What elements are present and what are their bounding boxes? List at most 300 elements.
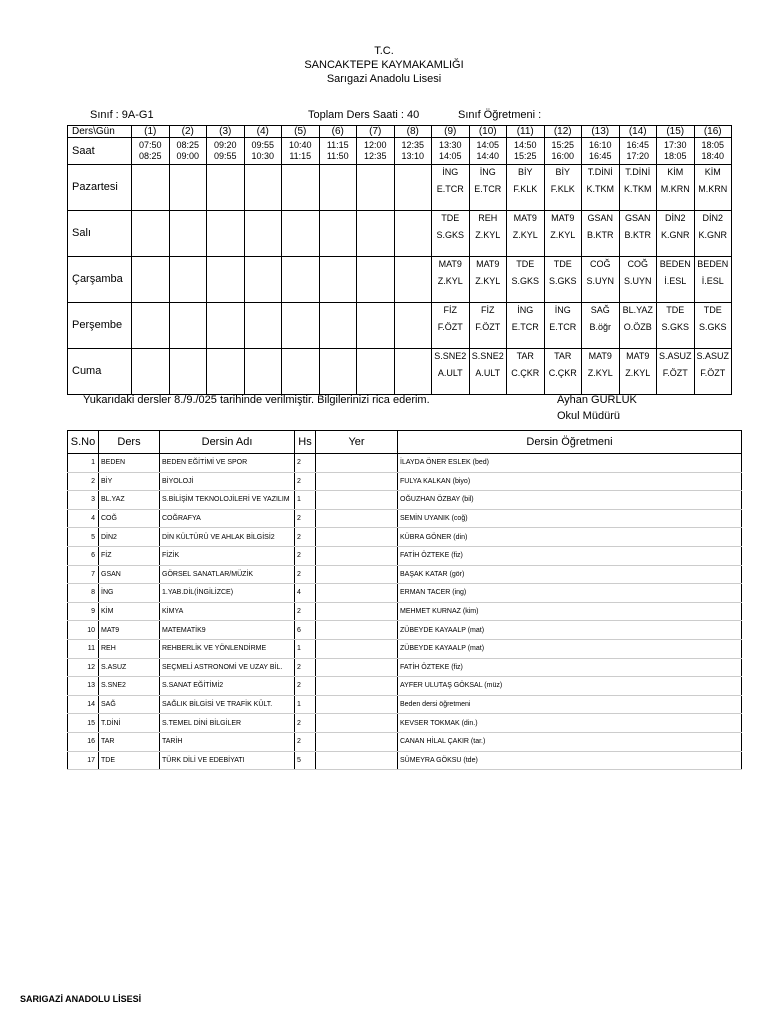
lesson-cell [169, 211, 207, 257]
period-start-time: 16:45 [626, 140, 650, 150]
lesson-cell [507, 303, 545, 349]
course-teacher: FATİH ÖZTEKE (fiz) [398, 658, 742, 677]
course-list-table [67, 430, 742, 770]
course-room [316, 732, 398, 751]
lesson-cell [207, 257, 245, 303]
lesson-cell [544, 349, 582, 395]
lesson-teacher: S.GKS [698, 322, 727, 332]
timetable-header-row [68, 126, 732, 138]
lesson-cell [394, 257, 432, 303]
course-teacher: ZÜBEYDE KAYAALP (mat) [398, 621, 742, 640]
course-room [316, 658, 398, 677]
day-name: Salı [68, 211, 132, 257]
period-number: (2) [169, 126, 207, 138]
day-name: Çarşamba [68, 257, 132, 303]
lesson-code: DİN2 [702, 213, 723, 223]
course-row [68, 732, 742, 751]
lesson-code: GSAN [587, 213, 613, 223]
timetable-day-row [68, 349, 732, 395]
course-teacher: MEHMET KURNAZ (kim) [398, 602, 742, 621]
lesson-cell [394, 211, 432, 257]
lesson-code: BEDEN [697, 259, 729, 269]
lesson-cell [282, 303, 320, 349]
header-district: SANCAKTEPE KAYMAKAMLIĞI [304, 59, 464, 71]
lesson-teacher: Z.KYL [625, 368, 651, 378]
lesson-teacher: F.KLK [513, 184, 538, 194]
lesson-code: BEDEN [659, 259, 691, 269]
lesson-cell [132, 165, 170, 211]
lesson-cell [544, 211, 582, 257]
course-sno: 11 [68, 639, 99, 658]
lesson-teacher: K.GNR [660, 230, 690, 240]
principal-title: Okul Müdürü [557, 410, 620, 422]
timetable-day-row [68, 257, 732, 303]
course-name: 1.YAB.DİL(İNGİLİZCE) [160, 584, 295, 603]
lesson-code: MAT9 [626, 351, 650, 361]
course-row [68, 751, 742, 770]
course-code: DİN2 [99, 528, 160, 547]
period-end-time: 14:40 [476, 151, 500, 161]
lesson-teacher: Z.KYL [437, 276, 463, 286]
lesson-teacher: İ.ESL [701, 276, 724, 286]
lesson-cell [544, 257, 582, 303]
lesson-cell [132, 211, 170, 257]
lesson-cell [582, 165, 620, 211]
course-name: TÜRK DİLİ VE EDEBİYATI [160, 751, 295, 770]
lesson-cell [619, 303, 657, 349]
lesson-teacher: E.TCR [436, 184, 464, 194]
course-teacher: OĞUZHAN ÖZBAY (bil) [398, 491, 742, 510]
course-row [68, 695, 742, 714]
period-time-cell [394, 138, 432, 165]
lesson-teacher: A.ULT [437, 368, 463, 378]
course-row [68, 472, 742, 491]
lesson-cell [582, 257, 620, 303]
course-hours: 4 [295, 584, 316, 603]
period-number: (8) [394, 126, 432, 138]
period-number: (4) [244, 126, 282, 138]
course-sno: 1 [68, 454, 99, 473]
course-teacher: ERMAN TACER (ing) [398, 584, 742, 603]
lesson-teacher: S.UYN [623, 276, 652, 286]
lesson-cell [244, 211, 282, 257]
course-teacher: BAŞAK KATAR (gör) [398, 565, 742, 584]
period-time-cell [357, 138, 395, 165]
lesson-cell [357, 303, 395, 349]
period-number: (15) [657, 126, 695, 138]
course-sno: 6 [68, 546, 99, 565]
lesson-cell [507, 211, 545, 257]
period-start-time: 13:30 [438, 140, 462, 150]
course-hours: 2 [295, 509, 316, 528]
lesson-cell [469, 349, 507, 395]
lesson-cell [319, 349, 357, 395]
course-room [316, 602, 398, 621]
corner-label: Ders\Gün [68, 126, 132, 138]
lesson-code: TAR [516, 351, 534, 361]
lesson-teacher: S.GKS [548, 276, 577, 286]
course-code: TDE [99, 751, 160, 770]
course-sno: 10 [68, 621, 99, 640]
course-name: COĞRAFYA [160, 509, 295, 528]
course-hours: 2 [295, 528, 316, 547]
course-name: MATEMATİK9 [160, 621, 295, 640]
course-hours: 2 [295, 546, 316, 565]
period-time-cell [169, 138, 207, 165]
course-code: REH [99, 639, 160, 658]
lesson-code: MAT9 [513, 213, 537, 223]
lesson-cell [657, 211, 695, 257]
period-number: (7) [357, 126, 395, 138]
course-hours: 1 [295, 695, 316, 714]
course-hours: 2 [295, 472, 316, 491]
period-end-time: 09:00 [176, 151, 200, 161]
lesson-cell [207, 211, 245, 257]
period-start-time: 09:20 [213, 140, 237, 150]
lesson-cell [582, 303, 620, 349]
lesson-cell [132, 349, 170, 395]
lesson-teacher: M.KRN [660, 184, 690, 194]
period-end-time: 08:25 [138, 151, 162, 161]
course-room [316, 639, 398, 658]
lesson-teacher: B.KTR [586, 230, 614, 240]
course-name: S.BİLİŞİM TEKNOLOJİLERİ VE YAZILIM [160, 491, 295, 510]
lesson-code: COĞ [627, 259, 648, 269]
lesson-teacher: K.TKM [623, 184, 652, 194]
lesson-teacher: A.ULT [475, 368, 501, 378]
course-row [68, 546, 742, 565]
header-school: Sarıgazi Anadolu Lisesi [326, 73, 442, 85]
course-name: TARİH [160, 732, 295, 751]
course-code: KİM [99, 602, 160, 621]
period-number: (12) [544, 126, 582, 138]
course-name: BİYOLOJİ [160, 472, 295, 491]
lesson-code: İNG [442, 167, 459, 177]
period-time-cell [544, 138, 582, 165]
course-room [316, 454, 398, 473]
lesson-code: TDE [666, 305, 685, 315]
course-name: DİN KÜLTÜRÜ VE AHLAK BİLGİSİ2 [160, 528, 295, 547]
lesson-teacher: M.KRN [698, 184, 728, 194]
lesson-cell [544, 165, 582, 211]
header-line-tc: T.C. [374, 45, 394, 57]
lesson-cell [319, 303, 357, 349]
lesson-teacher: O.ÖZB [623, 322, 652, 332]
lesson-cell [694, 165, 732, 211]
lesson-cell [244, 257, 282, 303]
course-row [68, 639, 742, 658]
day-name: Perşembe [68, 303, 132, 349]
lesson-teacher: B.KTR [624, 230, 651, 240]
period-end-time: 14:05 [438, 151, 462, 161]
lesson-teacher: F.KLK [550, 184, 575, 194]
period-time-cell [282, 138, 320, 165]
lesson-code: BİY [555, 167, 570, 177]
lesson-code: MAT9 [551, 213, 575, 223]
lesson-teacher: E.TCR [511, 322, 539, 332]
period-number: (6) [319, 126, 357, 138]
period-number: (3) [207, 126, 245, 138]
lesson-cell [657, 303, 695, 349]
period-start-time: 07:50 [138, 140, 162, 150]
period-start-time: 11:15 [326, 140, 349, 150]
course-sno: 15 [68, 714, 99, 733]
lesson-code: TDE [516, 259, 535, 269]
course-sno: 7 [68, 565, 99, 584]
period-number: (1) [132, 126, 170, 138]
lesson-code: TDE [441, 213, 460, 223]
course-row [68, 565, 742, 584]
course-code: GSAN [99, 565, 160, 584]
course-column-header: Dersin Adı [160, 431, 295, 454]
lesson-cell [432, 211, 470, 257]
period-time-cell [132, 138, 170, 165]
period-start-time: 10:40 [288, 140, 312, 150]
lesson-teacher: K.GNR [698, 230, 727, 240]
course-row [68, 621, 742, 640]
lesson-code: S.ASUZ [696, 351, 729, 361]
lesson-cell [244, 303, 282, 349]
course-code: S.SNE2 [99, 677, 160, 696]
lesson-cell [694, 303, 732, 349]
lesson-teacher: S.GKS [661, 322, 689, 332]
lesson-cell [207, 165, 245, 211]
course-column-header: Hs [295, 431, 316, 454]
course-room [316, 751, 398, 770]
course-hours: 2 [295, 714, 316, 733]
course-sno: 12 [68, 658, 99, 677]
lesson-cell [132, 257, 170, 303]
course-teacher: Beden dersi öğretmeni [398, 695, 742, 714]
lesson-code: GSAN [624, 213, 651, 223]
course-name: FİZİK [160, 546, 295, 565]
lesson-cell [657, 165, 695, 211]
lesson-teacher: F.ÖZT [662, 368, 688, 378]
lesson-teacher: C.ÇKR [548, 368, 577, 378]
period-start-time: 09:55 [251, 140, 275, 150]
lesson-cell [319, 165, 357, 211]
period-end-time: 11:50 [326, 151, 349, 161]
course-teacher: KEVSER TOKMAK (din.) [398, 714, 742, 733]
period-time-cell [207, 138, 245, 165]
lesson-code: FİZ [481, 305, 495, 315]
lesson-teacher: C.ÇKR [511, 368, 540, 378]
lesson-cell [432, 165, 470, 211]
course-code: MAT9 [99, 621, 160, 640]
lesson-teacher: B.öğr [589, 322, 611, 332]
lesson-code: TAR [554, 351, 572, 361]
footer-school-name: SARIGAZİ ANADOLU LİSESİ [20, 994, 142, 1004]
course-hours: 1 [295, 491, 316, 510]
course-sno: 13 [68, 677, 99, 696]
course-teacher: SEMİN UYANIK (coğ) [398, 509, 742, 528]
lesson-code: COĞ [589, 259, 611, 269]
period-number: (14) [619, 126, 657, 138]
lesson-code: BİY [517, 167, 533, 177]
period-number: (10) [469, 126, 507, 138]
lesson-cell [169, 303, 207, 349]
period-start-time: 12:35 [401, 140, 425, 150]
course-name: SEÇMELİ ASTRONOMİ VE UZAY BİL. [160, 658, 295, 677]
period-end-time: 15:25 [513, 151, 537, 161]
period-time-cell [507, 138, 545, 165]
lesson-code: TDE [553, 259, 572, 269]
lesson-cell [207, 303, 245, 349]
period-time-cell [319, 138, 357, 165]
course-room [316, 584, 398, 603]
lesson-teacher: Z.KYL [587, 368, 613, 378]
course-sno: 4 [68, 509, 99, 528]
course-hours: 2 [295, 658, 316, 677]
period-time-cell [582, 138, 620, 165]
course-sno: 5 [68, 528, 99, 547]
period-start-time: 14:05 [476, 140, 500, 150]
lesson-cell [432, 303, 470, 349]
period-end-time: 11:15 [289, 151, 312, 161]
lesson-code: İNG [479, 167, 496, 177]
lesson-cell [694, 349, 732, 395]
period-end-time: 18:40 [701, 151, 725, 161]
lesson-cell [619, 211, 657, 257]
course-teacher: SÜMEYRA GÖKSU (tde) [398, 751, 742, 770]
period-start-time: 12:00 [363, 140, 387, 150]
course-name: S.TEMEL DİNİ BİLGİLER [160, 714, 295, 733]
course-room [316, 565, 398, 584]
lesson-code: MAT9 [438, 259, 462, 269]
timetable-day-row [68, 165, 732, 211]
period-number: (13) [582, 126, 620, 138]
course-hours: 1 [295, 639, 316, 658]
timetable-day-row [68, 211, 732, 257]
course-row [68, 528, 742, 547]
lesson-cell [469, 303, 507, 349]
course-name: S.SANAT EĞİTİMİ2 [160, 677, 295, 696]
lesson-teacher: F.ÖZT [475, 322, 501, 332]
period-time-cell [469, 138, 507, 165]
course-row [68, 454, 742, 473]
lesson-cell [657, 257, 695, 303]
lesson-code: İNG [517, 305, 534, 315]
lesson-cell [282, 257, 320, 303]
lesson-cell [244, 349, 282, 395]
course-room [316, 472, 398, 491]
course-row [68, 658, 742, 677]
lesson-teacher: İ.ESL [664, 276, 687, 286]
period-end-time: 12:35 [363, 151, 387, 161]
period-end-time: 16:00 [551, 151, 575, 161]
lesson-cell [244, 165, 282, 211]
course-row [68, 509, 742, 528]
class-teacher-label: Sınıf Öğretmeni : [458, 109, 542, 121]
course-code: SAĞ [99, 695, 160, 714]
course-row [68, 602, 742, 621]
lesson-cell [507, 257, 545, 303]
lesson-code: S.SNE2 [471, 351, 504, 361]
lesson-teacher: F.ÖZT [700, 368, 726, 378]
lesson-code: REH [478, 213, 498, 223]
lesson-cell [619, 165, 657, 211]
period-time-cell [432, 138, 470, 165]
course-column-header: Ders [99, 431, 160, 454]
course-sno: 9 [68, 602, 99, 621]
course-teacher: FULYA KALKAN (biyo) [398, 472, 742, 491]
course-row [68, 584, 742, 603]
lesson-code: SAĞ [590, 305, 610, 315]
lesson-cell [132, 303, 170, 349]
period-start-time: 08:25 [176, 140, 200, 150]
period-time-cell [619, 138, 657, 165]
course-code: BEDEN [99, 454, 160, 473]
course-code: TAR [99, 732, 160, 751]
period-start-time: 17:30 [663, 140, 687, 150]
period-end-time: 17:20 [626, 151, 650, 161]
course-code: S.ASUZ [99, 658, 160, 677]
course-sno: 3 [68, 491, 99, 510]
period-end-time: 16:45 [588, 151, 612, 161]
period-start-time: 14:50 [513, 140, 537, 150]
lesson-cell [657, 349, 695, 395]
course-code: BL.YAZ [99, 491, 160, 510]
course-name: SAĞLIK BİLGİSİ VE TRAFİK KÜLT. [160, 695, 295, 714]
period-number: (11) [507, 126, 545, 138]
course-column-header: Dersin Öğretmeni [398, 431, 742, 454]
lesson-teacher: F.ÖZT [437, 322, 463, 332]
lesson-cell [694, 211, 732, 257]
period-end-time: 18:05 [663, 151, 687, 161]
lesson-teacher: S.GKS [436, 230, 464, 240]
lesson-cell [432, 349, 470, 395]
period-start-time: 18:05 [701, 140, 725, 150]
lesson-cell [319, 211, 357, 257]
course-room [316, 677, 398, 696]
period-number: (5) [282, 126, 320, 138]
lesson-cell [582, 211, 620, 257]
lesson-teacher: Z.KYL [475, 276, 501, 286]
lesson-cell [469, 165, 507, 211]
lesson-teacher: S.GKS [511, 276, 539, 286]
lesson-cell [694, 257, 732, 303]
period-time-cell [694, 138, 732, 165]
lesson-cell [169, 349, 207, 395]
lesson-cell [394, 303, 432, 349]
course-sno: 16 [68, 732, 99, 751]
course-teacher: FATİH ÖZTEKE (fiz) [398, 546, 742, 565]
course-teacher: İLAYDA ÖNER ESLEK (bed) [398, 454, 742, 473]
course-hours: 2 [295, 602, 316, 621]
period-number: (16) [694, 126, 732, 138]
lesson-code: KİM [667, 167, 684, 177]
course-sno: 2 [68, 472, 99, 491]
lesson-code: TDE [703, 305, 722, 315]
lesson-cell [507, 165, 545, 211]
course-column-header: Yer [316, 431, 398, 454]
class-label: Sınıf : 9A-G1 [90, 109, 154, 121]
lesson-code: T.DİNİ [587, 167, 613, 177]
lesson-code: BL.YAZ [622, 305, 653, 315]
lesson-teacher: Z.KYL [512, 230, 538, 240]
course-hours: 2 [295, 454, 316, 473]
course-room [316, 695, 398, 714]
lesson-teacher: Z.KYL [550, 230, 576, 240]
course-teacher: CANAN HİLAL ÇAKIR (tar.) [398, 732, 742, 751]
course-teacher: KÜBRA GÖNER (din) [398, 528, 742, 547]
lesson-cell [282, 211, 320, 257]
lesson-cell [319, 257, 357, 303]
lesson-teacher: K.TKM [586, 184, 614, 194]
course-room [316, 491, 398, 510]
time-label: Saat [68, 138, 132, 165]
lesson-teacher: S.UYN [586, 276, 614, 286]
